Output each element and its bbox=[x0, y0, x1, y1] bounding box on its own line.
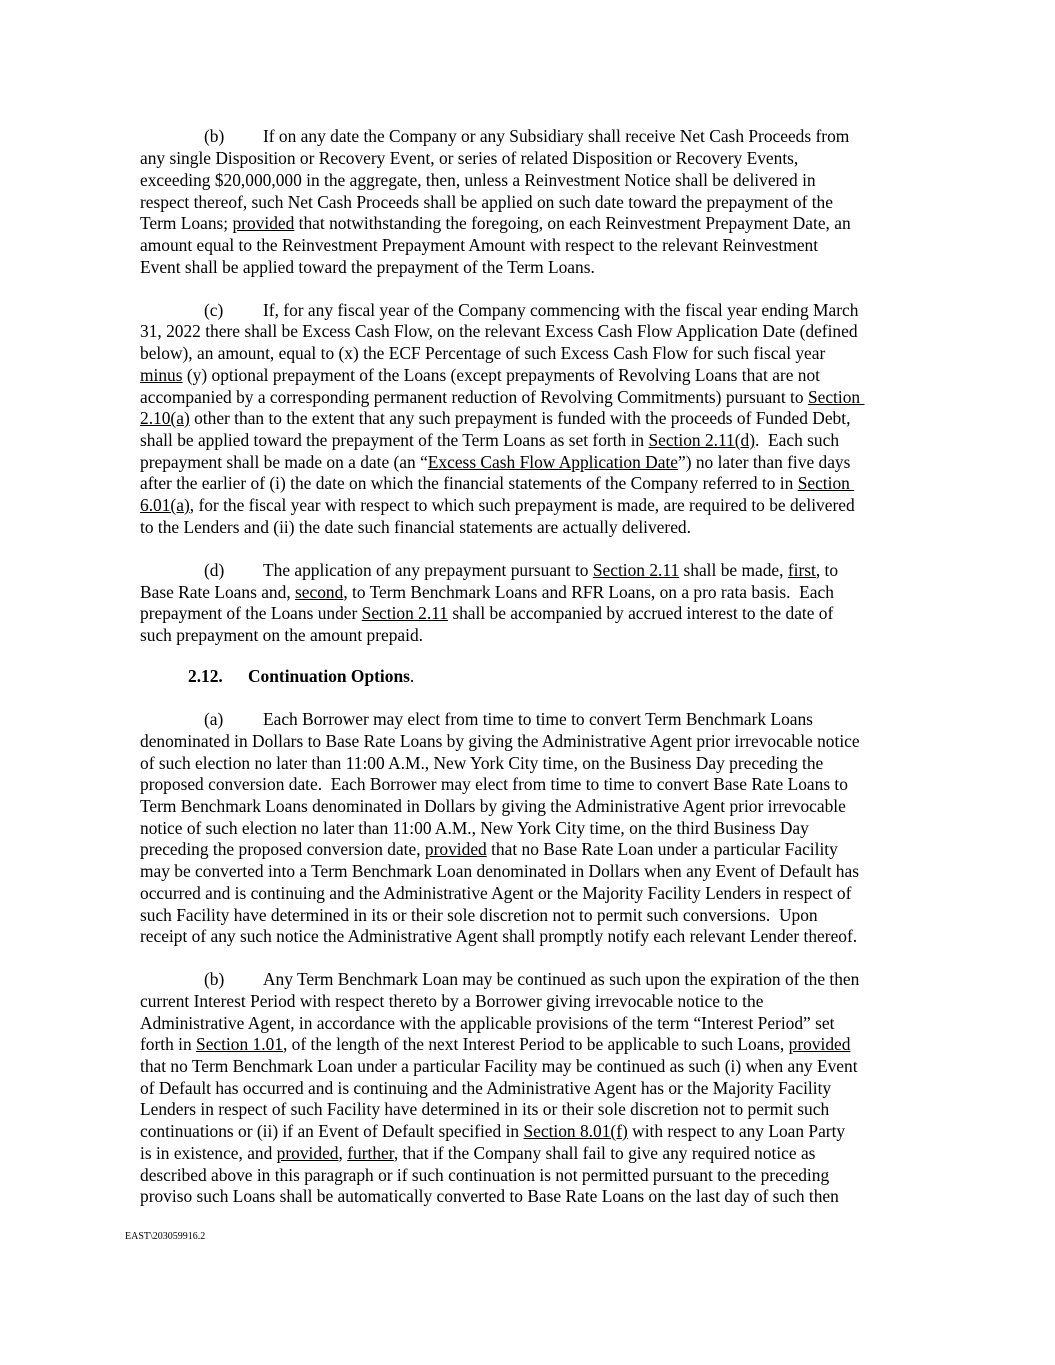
paragraph-line: such prepayment on the amount prepaid. bbox=[140, 625, 423, 645]
defined-term-further: further bbox=[347, 1143, 394, 1163]
paragraph-line: proposed conversion date. Each Borrower may elect from time to time to convert Base Rate Loans to bbox=[140, 774, 848, 794]
paragraph-line: (c) If, for any fiscal year of the Company commencing with the fiscal year ending March bbox=[204, 300, 859, 320]
defined-term-provided: provided bbox=[276, 1143, 339, 1163]
section-reference: Section bbox=[797, 473, 855, 493]
paragraph-line: amount equal to the Reinvestment Prepayment Amount with respect to the relevant Reinvestment bbox=[140, 235, 819, 255]
paragraph-line: denominated in Dollars to Base Rate Loans by giving the Administrative Agent prior irrevocable notice bbox=[140, 731, 860, 751]
defined-term: Excess Cash Flow Application Date bbox=[427, 452, 678, 472]
section-number: 2.12. bbox=[188, 666, 223, 686]
paragraph-line: minus (y) optional prepayment of the Loans (except prepayments of Revolving Loans that are not bbox=[140, 365, 820, 385]
section-title: Continuation Options bbox=[248, 666, 410, 686]
section-reference: Section 2.11(d) bbox=[648, 430, 756, 450]
section-reference: Section 2.11 bbox=[361, 603, 448, 623]
paragraph-line: occurred and is continuing and the Administrative Agent or the Majority Facility Lenders in respect of bbox=[140, 883, 852, 903]
defined-term-provided: provided bbox=[424, 839, 487, 859]
paragraph-line: (b) Any Term Benchmark Loan may be continued as such upon the expiration of the then bbox=[204, 969, 860, 989]
paragraph-line: preceding the proposed conversion date, provided that no Base Rate Loan under a particular Facility bbox=[140, 839, 838, 859]
section-reference: Section bbox=[807, 387, 865, 407]
paragraph-line: accompanied by a corresponding permanent reduction of Revolving Commitments) pursuant to Section bbox=[140, 387, 865, 407]
section-reference: Section 2.11 bbox=[592, 560, 680, 580]
paragraph-line: continuations or (ii) if an Event of Default specified in Section 8.01(f) with respect to any Loan Party bbox=[140, 1121, 846, 1141]
paragraph-line: Term Benchmark Loans denominated in Dollars by giving the Administrative Agent prior irrevocable bbox=[140, 796, 846, 816]
paragraph-line: may be converted into a Term Benchmark Loan denominated in Dollars when any Event of Default has bbox=[140, 861, 859, 881]
section-reference: Section 1.01 bbox=[196, 1034, 283, 1054]
paragraph-line: prepayment shall be made on a date (an “Excess Cash Flow Application Date”) no later than five days bbox=[140, 452, 851, 472]
document-id-footer: EAST\203059916.2 bbox=[125, 1231, 206, 1242]
paragraph-line: of such election no later than 11:00 A.M., New York City time, on the Business Day preceding the bbox=[140, 753, 824, 773]
paragraph-line: respect thereof, such Net Cash Proceeds shall be applied on such date toward the prepayment of the bbox=[140, 192, 833, 212]
defined-term-provided: provided bbox=[232, 213, 295, 233]
section-reference: Section 8.01(f) bbox=[523, 1121, 628, 1141]
section-heading-2-12: 2.12. Continuation Options. bbox=[188, 666, 415, 686]
paragraph-line: after the earlier of (i) the date on which the financial statements of the Company referred to in Section bbox=[140, 473, 855, 493]
paragraph-line: (d) The application of any prepayment pursuant to Section 2.11 shall be made, first, to bbox=[204, 560, 839, 580]
paragraph-line: exceeding $20,000,000 in the aggregate, then, unless a Reinvestment Notice shall be delivered in bbox=[140, 170, 816, 190]
paragraph-line: (a) Each Borrower may elect from time to time to convert Term Benchmark Loans bbox=[204, 709, 813, 729]
paragraph-line: to the Lenders and (ii) the date such financial statements are actually delivered. bbox=[140, 517, 691, 537]
paragraph-line: (b) If on any date the Company or any Subsidiary shall receive Net Cash Proceeds from bbox=[204, 126, 850, 146]
paragraph-line: is in existence, and provided, further, that if the Company shall fail to give any required notice as bbox=[140, 1143, 816, 1163]
paragraph-line: Event shall be applied toward the prepayment of the Term Loans. bbox=[140, 257, 595, 277]
paragraph-line: 31, 2022 there shall be Excess Cash Flow, on the relevant Excess Cash Flow Application Date (defined bbox=[140, 321, 858, 341]
paragraph-line: proviso such Loans shall be automatically converted to Base Rate Loans on the last day of such then bbox=[140, 1186, 839, 1206]
paragraph-line: that no Term Benchmark Loan under a particular Facility may be continued as such (i) when any Event bbox=[140, 1056, 858, 1076]
defined-term-minus: minus bbox=[140, 365, 183, 385]
paragraph-line: such Facility have determined in its or their sole discretion not to permit such conversions. Upon bbox=[140, 905, 818, 925]
paragraph-line: of Default has occurred and is continuing and the Administrative Agent has or the Majority Facility bbox=[140, 1078, 832, 1098]
paragraph-line: shall be applied toward the prepayment of the Term Loans as set forth in Section 2.11(d). Each such bbox=[140, 430, 840, 450]
paragraph-line: Base Rate Loans and, second, to Term Benchmark Loans and RFR Loans, on a pro rata basis. Each bbox=[140, 582, 834, 602]
paragraph-line: 6.01(a), for the fiscal year with respect to which such prepayment is made, are required to be delivered bbox=[140, 495, 855, 515]
defined-term-first: first bbox=[787, 560, 816, 580]
paragraph-line: current Interest Period with respect thereto by a Borrower giving irrevocable notice to the bbox=[140, 991, 764, 1011]
paragraph-line: described above in this paragraph or if such continuation is not permitted pursuant to the preceding bbox=[140, 1165, 830, 1185]
defined-term-provided: provided bbox=[788, 1034, 851, 1054]
paragraph-line: Term Loans; provided that notwithstanding the foregoing, on each Reinvestment Prepayment Date, an bbox=[140, 213, 851, 233]
paragraph-line: Lenders in respect of such Facility have determined in its or their sole discretion not to permit such bbox=[140, 1099, 830, 1119]
paragraph-line: receipt of any such notice the Administrative Agent shall promptly notify each relevant Lender thereof. bbox=[140, 926, 858, 946]
section-reference: 2.10(a) bbox=[140, 408, 190, 428]
paragraph-line: any single Disposition or Recovery Event, or series of related Disposition or Recovery Events, bbox=[140, 148, 799, 168]
paragraph-line: below), an amount, equal to (x) the ECF Percentage of such Excess Cash Flow for such fiscal year bbox=[140, 343, 826, 363]
paragraph-line: forth in Section 1.01, of the length of the next Interest Period to be applicable to such Loans, provided bbox=[140, 1034, 851, 1054]
section-reference: 6.01(a) bbox=[140, 495, 190, 515]
paragraph-line: prepayment of the Loans under Section 2.11 shall be accompanied by accrued interest to the date of bbox=[140, 603, 834, 623]
paragraph-line: Administrative Agent, in accordance with the applicable provisions of the term “Interest Period” set bbox=[140, 1013, 835, 1033]
paragraph-line: 2.10(a) other than to the extent that any such prepayment is funded with the proceeds of Funded Debt, bbox=[140, 408, 851, 428]
paragraph-line: notice of such election no later than 11:00 A.M., New York City time, on the third Business Day bbox=[140, 818, 809, 838]
defined-term-second: second bbox=[295, 582, 344, 602]
